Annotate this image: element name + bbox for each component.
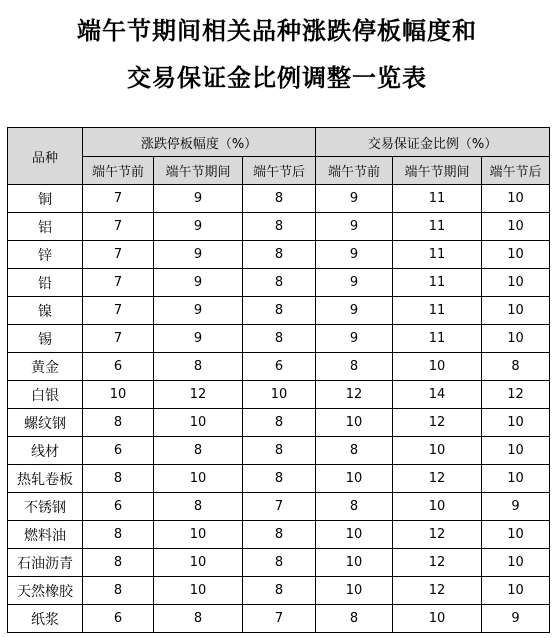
table-row (8, 241, 550, 269)
variety-name: 黄金 (8, 353, 83, 381)
variety-name: 铅 (8, 269, 83, 297)
variety-name: 天然橡胶 (8, 577, 83, 605)
header-variety: 品种 (8, 128, 83, 185)
value-cell: 9 (482, 605, 550, 633)
table-row (8, 269, 550, 297)
value-cell: 9 (154, 297, 243, 325)
value-cell: 8 (243, 577, 316, 605)
variety-name: 镍 (8, 297, 83, 325)
value-cell: 8 (243, 465, 316, 493)
table-row (8, 605, 550, 633)
value-cell: 8 (154, 605, 243, 633)
value-cell: 10 (482, 437, 550, 465)
value-cell: 12 (316, 381, 393, 409)
value-cell: 11 (393, 241, 482, 269)
table-row (8, 185, 550, 213)
variety-name: 白银 (8, 381, 83, 409)
value-cell: 12 (393, 549, 482, 577)
value-cell: 10 (482, 213, 550, 241)
value-cell: 11 (393, 325, 482, 353)
value-cell: 6 (83, 493, 154, 521)
value-cell: 10 (393, 493, 482, 521)
value-cell: 7 (243, 605, 316, 633)
header-row-groups (8, 128, 550, 157)
value-cell: 10 (482, 521, 550, 549)
value-cell: 9 (154, 185, 243, 213)
value-cell: 10 (154, 465, 243, 493)
value-cell: 10 (316, 549, 393, 577)
value-cell: 8 (243, 185, 316, 213)
value-cell: 9 (154, 269, 243, 297)
value-cell: 10 (154, 549, 243, 577)
table-row (8, 325, 550, 353)
page-title-line-2: 交易保证金比例调整一览表 (127, 64, 427, 92)
value-cell: 8 (83, 409, 154, 437)
value-cell: 8 (243, 409, 316, 437)
table-row (8, 549, 550, 577)
header-limit-during: 端午节期间 (154, 157, 243, 185)
value-cell: 11 (393, 185, 482, 213)
table-row (8, 353, 550, 381)
value-cell: 8 (243, 325, 316, 353)
table-body (8, 185, 550, 633)
variety-name: 不锈钢 (8, 493, 83, 521)
value-cell: 12 (393, 465, 482, 493)
value-cell: 10 (83, 381, 154, 409)
value-cell: 8 (316, 437, 393, 465)
value-cell: 8 (316, 605, 393, 633)
value-cell: 8 (83, 577, 154, 605)
table-row (8, 381, 550, 409)
value-cell: 10 (154, 521, 243, 549)
value-cell: 8 (243, 521, 316, 549)
table-row (8, 465, 550, 493)
variety-name: 石油沥青 (8, 549, 83, 577)
table-row (8, 409, 550, 437)
value-cell: 7 (243, 493, 316, 521)
header-margin-during: 端午节期间 (393, 157, 482, 185)
value-cell: 8 (482, 353, 550, 381)
value-cell: 8 (243, 213, 316, 241)
value-cell: 7 (83, 269, 154, 297)
value-cell: 10 (482, 325, 550, 353)
value-cell: 12 (393, 577, 482, 605)
variety-name: 锌 (8, 241, 83, 269)
variety-name: 纸浆 (8, 605, 83, 633)
table-row (8, 521, 550, 549)
value-cell: 7 (83, 213, 154, 241)
value-cell: 11 (393, 269, 482, 297)
variety-name: 铝 (8, 213, 83, 241)
value-cell: 10 (393, 353, 482, 381)
value-cell: 8 (154, 437, 243, 465)
value-cell: 8 (83, 549, 154, 577)
header-limit-after: 端午节后 (243, 157, 316, 185)
value-cell: 10 (243, 381, 316, 409)
value-cell: 6 (243, 353, 316, 381)
table-row (8, 493, 550, 521)
value-cell: 8 (243, 269, 316, 297)
value-cell: 10 (154, 577, 243, 605)
table-row (8, 297, 550, 325)
value-cell: 11 (393, 297, 482, 325)
value-cell: 9 (316, 297, 393, 325)
variety-name: 螺纹钢 (8, 409, 83, 437)
value-cell: 10 (316, 409, 393, 437)
value-cell: 8 (316, 493, 393, 521)
adjustment-table (7, 127, 550, 633)
header-margin-ratio: 交易保证金比例（%） (316, 128, 550, 157)
value-cell: 10 (316, 465, 393, 493)
value-cell: 8 (83, 521, 154, 549)
table-row (8, 437, 550, 465)
value-cell: 12 (393, 521, 482, 549)
value-cell: 7 (83, 241, 154, 269)
header-margin-after: 端午节后 (482, 157, 550, 185)
value-cell: 9 (316, 325, 393, 353)
header-row-periods (8, 157, 550, 185)
value-cell: 10 (316, 521, 393, 549)
value-cell: 10 (154, 409, 243, 437)
page-title-line-1: 端午节期间相关品种涨跌停板幅度和 (77, 17, 477, 45)
value-cell: 6 (83, 353, 154, 381)
value-cell: 11 (393, 213, 482, 241)
value-cell: 9 (482, 493, 550, 521)
value-cell: 9 (316, 269, 393, 297)
value-cell: 8 (243, 241, 316, 269)
value-cell: 8 (83, 465, 154, 493)
header-limit-before: 端午节前 (83, 157, 154, 185)
value-cell: 9 (154, 325, 243, 353)
value-cell: 6 (83, 605, 154, 633)
value-cell: 10 (482, 409, 550, 437)
value-cell: 9 (154, 241, 243, 269)
value-cell: 12 (154, 381, 243, 409)
value-cell: 10 (482, 269, 550, 297)
value-cell: 12 (482, 381, 550, 409)
header-price-limit: 涨跌停板幅度（%） (83, 128, 316, 157)
value-cell: 8 (243, 549, 316, 577)
value-cell: 8 (243, 297, 316, 325)
value-cell: 12 (393, 409, 482, 437)
value-cell: 9 (316, 241, 393, 269)
value-cell: 10 (393, 605, 482, 633)
table-row (8, 577, 550, 605)
value-cell: 10 (482, 465, 550, 493)
table-row (8, 213, 550, 241)
value-cell: 8 (243, 437, 316, 465)
value-cell: 8 (154, 493, 243, 521)
value-cell: 7 (83, 325, 154, 353)
value-cell: 9 (316, 213, 393, 241)
value-cell: 10 (482, 549, 550, 577)
variety-name: 铜 (8, 185, 83, 213)
value-cell: 10 (482, 185, 550, 213)
value-cell: 7 (83, 185, 154, 213)
variety-name: 线材 (8, 437, 83, 465)
value-cell: 8 (316, 353, 393, 381)
value-cell: 10 (482, 577, 550, 605)
value-cell: 10 (482, 297, 550, 325)
value-cell: 10 (316, 577, 393, 605)
value-cell: 6 (83, 437, 154, 465)
variety-name: 锡 (8, 325, 83, 353)
value-cell: 10 (482, 241, 550, 269)
value-cell: 10 (393, 437, 482, 465)
value-cell: 7 (83, 297, 154, 325)
variety-name: 热轧卷板 (8, 465, 83, 493)
value-cell: 9 (154, 213, 243, 241)
header-margin-before: 端午节前 (316, 157, 393, 185)
value-cell: 8 (154, 353, 243, 381)
value-cell: 14 (393, 381, 482, 409)
variety-name: 燃料油 (8, 521, 83, 549)
value-cell: 9 (316, 185, 393, 213)
